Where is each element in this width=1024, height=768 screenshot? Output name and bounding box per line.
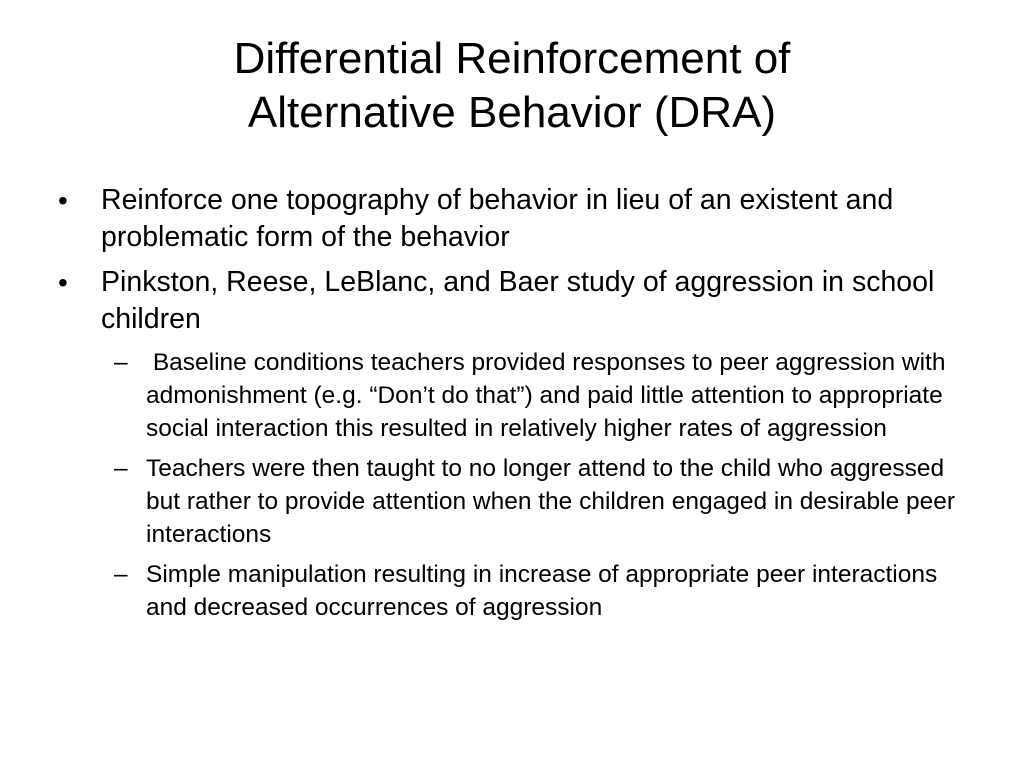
bullet-marker: • <box>58 267 68 298</box>
sub-bullet-item <box>56 558 976 624</box>
sub-bullet-text: Baseline conditions teachers provided responses to peer aggression with admonishment (e.g. “Don’t do that”) and paid little attention to appropriate social interaction this resulted in relatively higher rates of aggression <box>146 349 953 442</box>
title-line-1: Differential Reinforcement of <box>233 34 791 83</box>
slide-title <box>40 32 984 140</box>
bullet-marker: • <box>58 185 68 216</box>
bullet-text: Reinforce one topography of behavior in lieu of an existent and problematic form of the behavior <box>101 184 894 253</box>
bullet-text: Pinkston, Reese, LeBlanc, and Baer study of aggression in school children <box>101 266 935 335</box>
sub-bullet-text: Teachers were then taught to no longer attend to the child who aggressed but rather to provide attention when the children engaged in desirable peer interactions <box>146 455 956 548</box>
title-line-2: Alternative Behavior (DRA) <box>247 88 777 137</box>
slide-body <box>56 182 976 631</box>
bullet-item <box>56 182 976 256</box>
bullet-item <box>56 264 976 338</box>
sub-bullet-marker: – <box>114 349 128 376</box>
sub-bullet-marker: – <box>114 455 128 482</box>
sub-bullet-item <box>56 346 976 445</box>
sub-bullet-item <box>56 452 976 551</box>
sub-bullet-marker: – <box>114 561 128 588</box>
sub-bullet-text: Simple manipulation resulting in increase of appropriate peer interactions and decreased occurrences of aggression <box>146 561 938 621</box>
